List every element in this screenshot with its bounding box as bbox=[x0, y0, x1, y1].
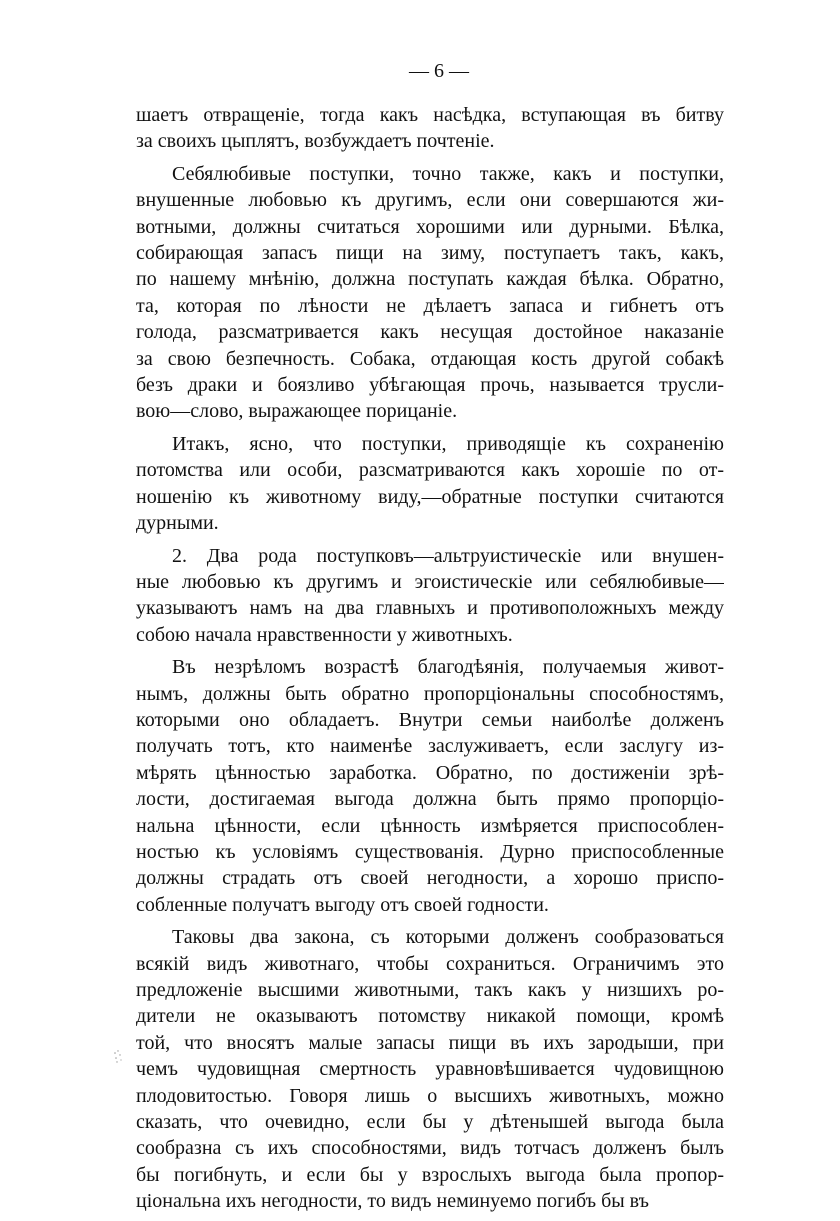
text-line: той, что вносятъ малые запасы пищи въ ихъ зародыши, при bbox=[136, 1031, 724, 1054]
text-line: ношенiю къ животному виду,—обратные поступки считаются bbox=[136, 485, 724, 508]
text-line: голода, разсматривается какъ несущая достойное наказанiе bbox=[136, 321, 724, 344]
text-line: предложенiе высшими животными, такъ какъ у низшихъ ро- bbox=[136, 979, 724, 1001]
paragraph bbox=[136, 654, 724, 918]
text-line: чемъ чудовищная смертность уравновѣшивается чудовищною bbox=[136, 1058, 724, 1081]
text-line: нымъ, должны быть обратно пропорцiональны способностямъ, bbox=[136, 682, 724, 705]
text-line: Себялюбивые поступки, точно также, какъ и поступки, bbox=[172, 162, 724, 185]
text-body bbox=[136, 102, 724, 1215]
text-line: 2. Два рода поступковъ—альтруистическiе или внушен- bbox=[172, 544, 724, 567]
text-line: та, которая по лѣности не дѣлаетъ запаса и гибнетъ отъ bbox=[136, 294, 724, 317]
text-line: сообразна съ ихъ способностями, видъ тотчасъ долженъ былъ bbox=[136, 1137, 724, 1160]
paragraph bbox=[136, 924, 724, 1214]
text-line: Таковы два закона, съ которыми долженъ сообразоваться bbox=[172, 926, 724, 949]
text-line: которыми оно обладаетъ. Внутри семьи наиболѣе долженъ bbox=[136, 708, 724, 731]
text-line: дурными. bbox=[136, 512, 219, 535]
text-line: собирающая запасъ пищи на зиму, поступаетъ такъ, какъ, bbox=[136, 242, 724, 265]
text-line: лости, достигаемая выгода должна быть прямо пропорцiо- bbox=[136, 788, 724, 811]
text-line: должны страдать отъ своей негодности, а хорошо приспо- bbox=[136, 867, 724, 890]
book-page bbox=[136, 58, 724, 1221]
text-line: потомства или особи, разсматриваются какъ хорошiе по от- bbox=[136, 459, 724, 482]
text-line: собленные получатъ выгоду отъ своей годности. bbox=[136, 893, 549, 916]
text-line: вотными, должны считаться хорошими или дурными. Бѣлка, bbox=[136, 215, 724, 238]
text-line: внушенные любовью къ другимъ, если они совершаются жи- bbox=[136, 189, 724, 212]
text-line: плодовитостью. Говоря лишь о высшихъ животныхъ, можно bbox=[136, 1084, 724, 1107]
text-line: указываютъ намъ на два главныхъ и противоположныхъ между bbox=[136, 597, 724, 620]
text-line: мѣрять цѣнностью заработка. Обратно, по достиженiи зрѣ- bbox=[136, 761, 724, 784]
margin-ink-mark bbox=[112, 1048, 126, 1066]
text-line: нальна цѣнности, если цѣнность измѣряется приспособлен- bbox=[136, 814, 724, 837]
text-line: ные любовью къ другимъ и эгоистическiе или себялюбивые— bbox=[136, 570, 724, 593]
text-line: безъ драки и боязливо убѣгающая прочь, называется трусли- bbox=[136, 374, 724, 397]
text-line: шаетъ отвращенiе, тогда какъ насѣдка, вступающая въ битву bbox=[136, 104, 724, 126]
paragraph bbox=[136, 161, 724, 425]
paragraph bbox=[136, 102, 724, 155]
paragraph bbox=[136, 431, 724, 537]
text-line: бы погибнуть, и если бы у взрослыхъ выгода была пропор- bbox=[136, 1163, 724, 1186]
text-line: ностью къ условiямъ существованiя. Дурно приспособленные bbox=[136, 840, 724, 863]
text-line: получать тотъ, кто наименѣе заслуживаетъ, если заслугу из- bbox=[136, 735, 724, 758]
text-line: всякiй видъ животнаго, чтобы сохраниться. Ограничимъ это bbox=[136, 952, 724, 975]
text-line: Итакъ, ясно, что поступки, приводящiе къ сохраненiю bbox=[172, 432, 724, 455]
text-line: Въ незрѣломъ возрастѣ благодѣянiя, получаемыя живот- bbox=[172, 656, 724, 679]
text-line: цiональна ихъ негодности, то видъ неминуемо погибъ бы въ bbox=[136, 1190, 649, 1213]
text-line: собою начала нравственности у животныхъ. bbox=[136, 623, 513, 646]
text-line: за своихъ цыплятъ, возбуждаетъ почтенiе. bbox=[136, 130, 495, 153]
page-number: — 6 — bbox=[409, 60, 469, 82]
text-line: за свою безпечность. Собака, отдающая кость другой собакѣ bbox=[136, 347, 724, 370]
text-line: по нашему мнѣнiю, должна поступать каждая бѣлка. Обратно, bbox=[136, 268, 724, 291]
text-line: сказать, что очевидно, если бы у дѣтенышей выгода была bbox=[136, 1111, 724, 1134]
paragraph bbox=[136, 543, 724, 649]
text-line: вою—слово, выражающее порицанiе. bbox=[136, 400, 458, 423]
text-line: дители не оказываютъ потомству никакой помощи, кромѣ bbox=[136, 1005, 724, 1028]
